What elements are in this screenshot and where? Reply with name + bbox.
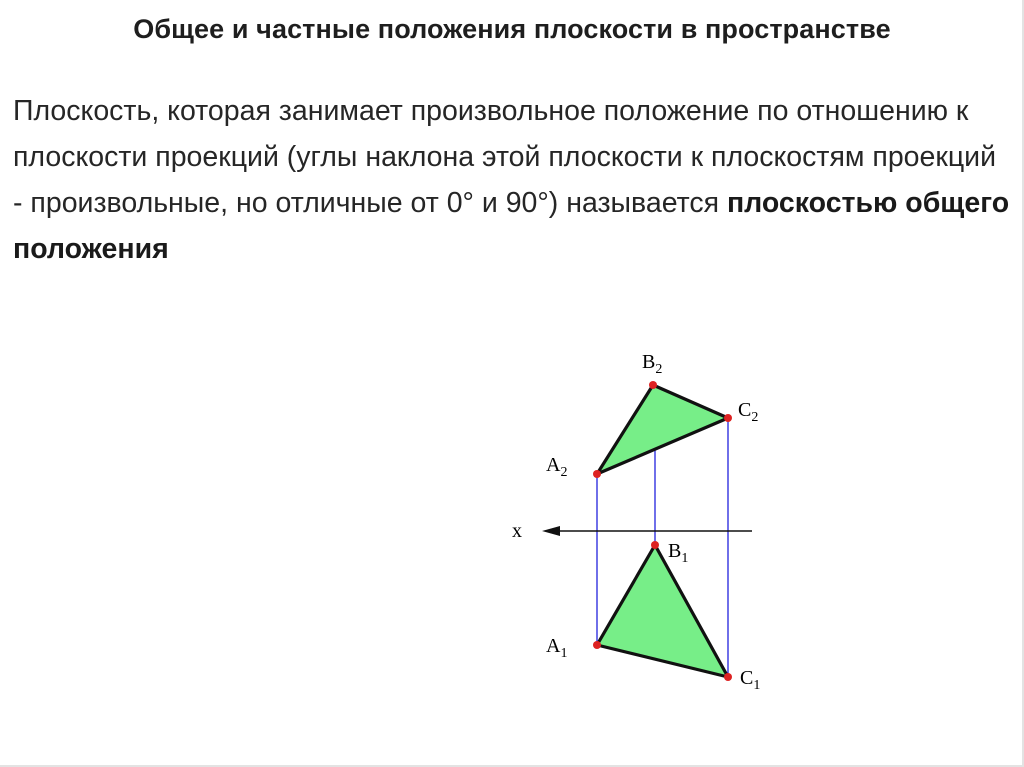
x-axis-arrowhead	[542, 526, 560, 536]
label-b2-letter: B	[642, 351, 656, 373]
label-a1	[546, 635, 567, 661]
vertex-b1	[651, 541, 659, 549]
vertex-a1	[593, 641, 601, 649]
definition-text: Плоскость, которая занимает произвольное положение по отношению к плоскости проекций (углы наклона этой плоскости к плоскостям проекций - произвольные, но отличные от 0° и 90°) называется	[13, 95, 996, 219]
x-axis-label: x	[512, 520, 522, 542]
label-b1-subscript: 1	[681, 551, 689, 566]
label-c1	[740, 667, 760, 693]
label-c2-subscript: 2	[751, 410, 759, 425]
triangle-frontal-projection	[597, 385, 728, 474]
label-a2	[546, 454, 567, 480]
label-c1-letter: C	[740, 667, 754, 689]
vertex-c1	[724, 673, 732, 681]
vertex-c2	[724, 414, 732, 422]
label-b1-letter: B	[668, 540, 682, 562]
label-c2	[738, 399, 758, 425]
definition-paragraph	[13, 88, 1013, 272]
label-b2-subscript: 2	[655, 362, 663, 377]
x-axis	[512, 520, 752, 542]
label-c1-subscript: 1	[753, 678, 761, 693]
slide-title: Общее и частные положения плоскости в пространстве	[133, 14, 891, 44]
label-a2-letter: A	[546, 454, 561, 476]
plane-projection-diagram	[500, 340, 790, 700]
vertex-a2	[593, 470, 601, 478]
label-b2	[642, 351, 662, 377]
label-a2-subscript: 2	[560, 465, 568, 480]
label-c2-letter: C	[738, 399, 752, 421]
label-a1-subscript: 1	[560, 646, 568, 661]
defined-term: плоскостью общего положения	[13, 187, 1010, 265]
label-a1-letter: A	[546, 635, 561, 657]
vertex-b2	[649, 381, 657, 389]
label-b1	[668, 540, 688, 566]
